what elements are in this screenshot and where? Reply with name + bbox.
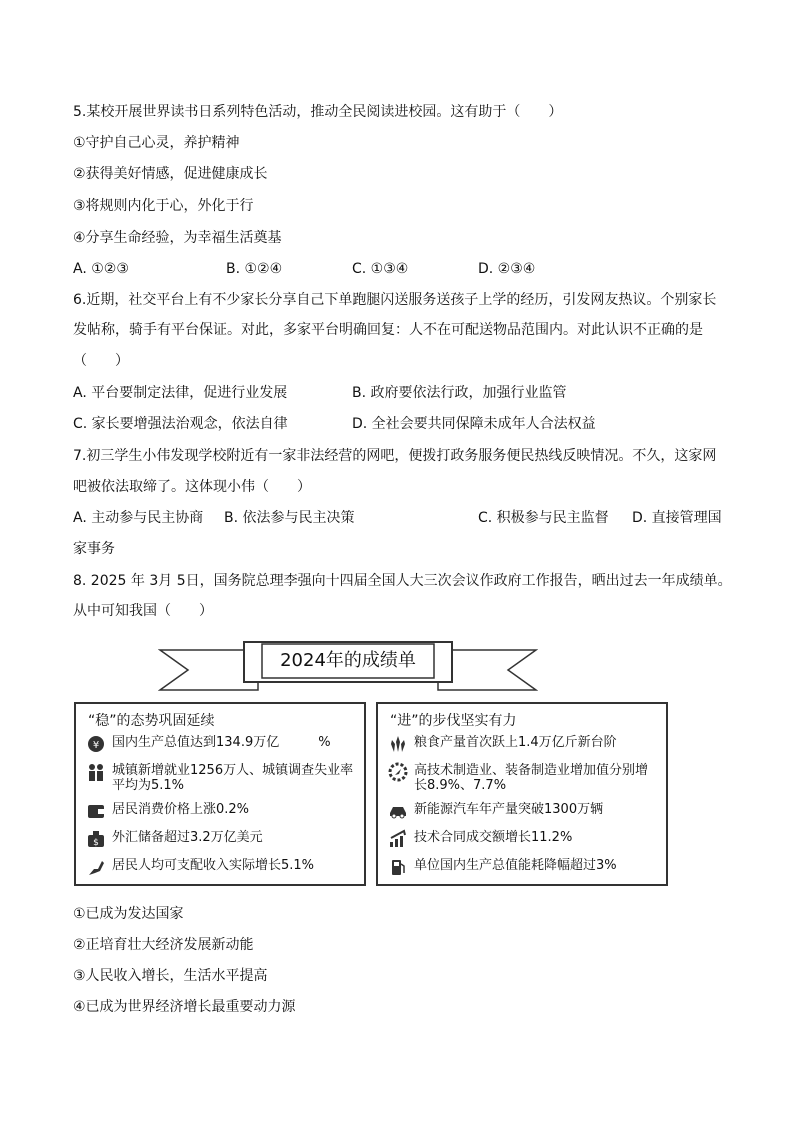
ev-car-icon: [388, 801, 408, 821]
q7-stem-line-2: 吧被依法取缔了。这体现小伟（ ）: [73, 479, 311, 495]
q5-statement-4: ④分享生命经验，为幸福生活奠基: [73, 230, 282, 246]
growth-chart-icon: [388, 829, 408, 849]
q8-stem-line-1: 8. 2025 年 3月 5日，国务院总理李强向十四届全国人大三次会议作政府工作报告，晒出过去一年成绩单。: [73, 573, 732, 589]
wallet-icon: [86, 801, 106, 821]
hand-money-icon: [86, 857, 106, 877]
q8-statement-2: ②正培育壮大经济发展新动能: [73, 937, 254, 953]
item-text: 外汇储备超过3.2万亿美元: [112, 830, 263, 845]
people-icon: [86, 762, 106, 782]
q5-statement-1: ①守护自己心灵，养护精神: [73, 135, 240, 151]
q7-option-b: B. 依法参与民主决策: [224, 510, 355, 526]
progress-panel: [376, 702, 668, 886]
item-text: 城镇新增就业1256万人、城镇调查失业率平均为5.1%: [112, 763, 354, 793]
q5-statement-3: ③将规则内化于心，外化于行: [73, 198, 254, 214]
item-text: 高技术制造业、装备制造业增加值分别增长8.9%、7.7%: [414, 763, 649, 793]
gear-rocket-icon: [388, 762, 408, 782]
q6-option-d: D. 全社会要共同保障未成年人合法权益: [352, 416, 596, 432]
item-text: 新能源汽车年产量突破1300万辆: [414, 802, 604, 817]
q7-option-c: C. 积极参与民主监督: [478, 510, 609, 526]
q8-stem-line-2: 从中可知我国（ ）: [73, 603, 213, 619]
q7-option-d: D. 直接管理国: [632, 510, 722, 526]
q5-option-a: A. ①②③: [73, 261, 129, 277]
q6-stem-line-3: （ ）: [73, 353, 129, 369]
stability-panel: [74, 702, 366, 886]
q5-option-d: D. ②③④: [478, 261, 536, 277]
item-text: 居民消费价格上涨0.2%: [112, 802, 250, 817]
item-text: 单位国内生产总值能耗降幅超过3%: [414, 858, 617, 873]
grain-icon: [388, 734, 408, 754]
q5-statement-2: ②获得美好情感，促进健康成长: [73, 166, 268, 182]
item-text: 居民人均可支配收入实际增长5.1%: [112, 858, 315, 873]
q6-option-c: C. 家长要增强法治观念，依法自律: [73, 416, 288, 432]
q6-stem-line-2: 发帖称，骑手有平台保证。对此，多家平台明确回复：人不在可配送物品范围内。对此认识不正确的是: [73, 322, 703, 338]
q5-stem: 5.某校开展世界读书日系列特色活动，推动全民阅读进校园。这有助于（ ）: [73, 104, 563, 120]
q8-statement-1: ①已成为发达国家: [73, 906, 184, 922]
q6-option-a: A. 平台要制定法律，促进行业发展: [73, 385, 288, 401]
q7-option-d-continued: 家事务: [73, 541, 115, 557]
q8-statement-4: ④已成为世界经济增长最重要动力源: [73, 999, 296, 1015]
q6-stem-line-1: 6.近期，社交平台上有不少家长分享自己下单跑腿闪送服务送孩子上学的经历，引发网友热议。个别家长: [73, 292, 717, 308]
coin-icon: [86, 734, 106, 754]
q7-stem-line-1: 7.初三学生小伟发现学校附近有一家非法经营的网吧，便拨打政务服务便民热线反映情况。不久，这家网: [73, 448, 717, 464]
q5-option-c: C. ①③④: [352, 261, 409, 277]
svg-text:$: $: [93, 838, 99, 848]
q5-option-b: B. ①②④: [226, 261, 283, 277]
q7-option-a: A. 主动参与民主协商: [73, 510, 204, 526]
svg-text:¥: ¥: [92, 740, 100, 751]
money-bag-icon: [86, 829, 106, 849]
q8-statement-3: ③人民收入增长，生活水平提高: [73, 968, 268, 984]
banner-title: 2024年的成绩单: [280, 650, 416, 671]
achievement-banner: [158, 636, 538, 696]
item-text: 国内生产总值达到134.9万亿 %: [112, 735, 331, 750]
progress-panel-title: “进”的步伐坚实有力: [390, 713, 517, 729]
item-text: 技术合同成交额增长11.2%: [414, 830, 573, 845]
item-text: 粮食产量首次跃上1.4万亿斤新台阶: [414, 735, 617, 750]
q6-option-b: B. 政府要依法行政，加强行业监管: [352, 385, 567, 401]
stability-panel-title: “稳”的态势巩固延续: [88, 713, 215, 729]
fuel-pump-icon: [388, 857, 408, 877]
